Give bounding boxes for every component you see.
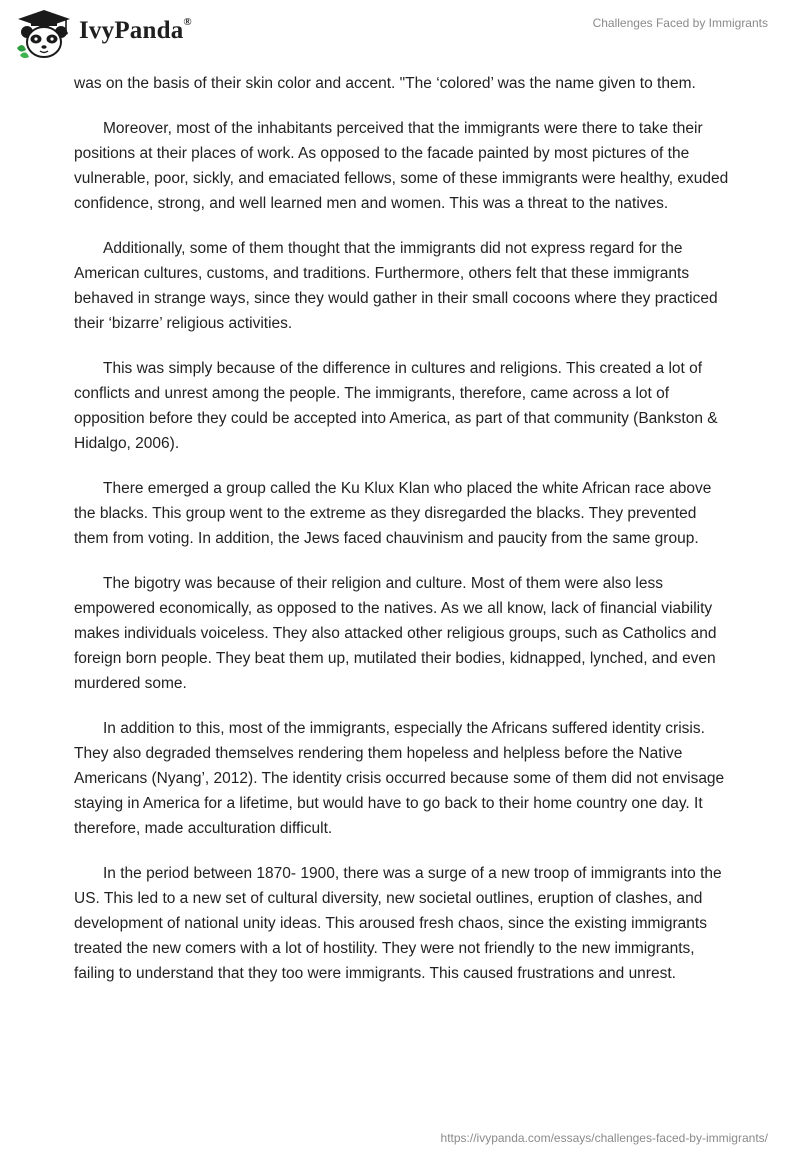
paragraph: In addition to this, most of the immigrants, especially the Africans suffered identity crisis. They also degraded themselves rendering them hopeless and helpless before the Native Americans (Nyang’, 2012). The identity crisis occurred because some of them did not envisage staying in America for a lifetime, but would have to go back to their home country one day. It therefore, made acculturation difficult. (74, 720, 725, 837)
paragraph: Moreover, most of the inhabitants perceived that the immigrants were there to take their positions at their places of work. As opposed to the facade painted by most pictures of the vulnerable, poor, sickly, and emaciated fellows, some of these immigrants were healthy, exuded confidence, strong, and well learned men and women. This was a threat to the natives. (74, 120, 729, 212)
paragraph: The bigotry was because of their religion and culture. Most of them were also less empowered economically, as opposed to the natives. As we all know, lack of financial viability makes individuals voiceless. They also attacked other religious groups, such as Catholics and foreign born people. They beat them up, mutilated their bodies, kidnapped, lynched, and even murdered some. (74, 575, 717, 692)
document-title: Challenges Faced by Immigrants (592, 16, 768, 30)
brand-name[interactable] (79, 17, 192, 45)
paragraph: This was simply because of the difference in cultures and religions. This created a lot of conflicts and unrest among the people. The immigrants, therefore, came across a lot of opposition before they could be accepted into America, as part of that community (Bankston & Hidalgo, 2006). (74, 360, 718, 452)
paragraph: In the period between 1870- 1900, there was a surge of a new troop of immigrants into the US. This led to a new set of cultural diversity, new societal outlines, eruption of clashes, and development of national unity ideas. This aroused fresh chaos, since the existing immigrants treated the new comers with a lot of hostility. They were not friendly to the new immigrants, failing to understand that they too were immigrants. This caused frustrations and unrest. (74, 865, 722, 982)
paragraph: Additionally, some of them thought that the immigrants did not express regard for the American cultures, customs, and traditions. Furthermore, others felt that these immigrants behaved in strange ways, since they would gather in their small cocoons where they practiced their ‘bizarre’ religious activities. (74, 240, 718, 332)
paragraph: was on the basis of their skin color and accent. "The ‘colored’ was the name given to them. (74, 75, 696, 92)
page-header (0, 0, 800, 70)
ivypanda-logo-icon[interactable] (14, 8, 74, 60)
essay-body (74, 71, 730, 1006)
paragraph: There emerged a group called the Ku Klux Klan who placed the white African race above the blacks. This group went to the extreme as they disregarded the blacks. They prevented them from voting. In addition, the Jews faced chauvinism and paucity from the same group. (74, 480, 712, 547)
registered-mark: ® (183, 15, 192, 28)
brand-name-text: IvyPanda (79, 17, 184, 44)
source-url[interactable]: https://ivypanda.com/essays/challenges-faced-by-immigrants/ (440, 1131, 768, 1145)
